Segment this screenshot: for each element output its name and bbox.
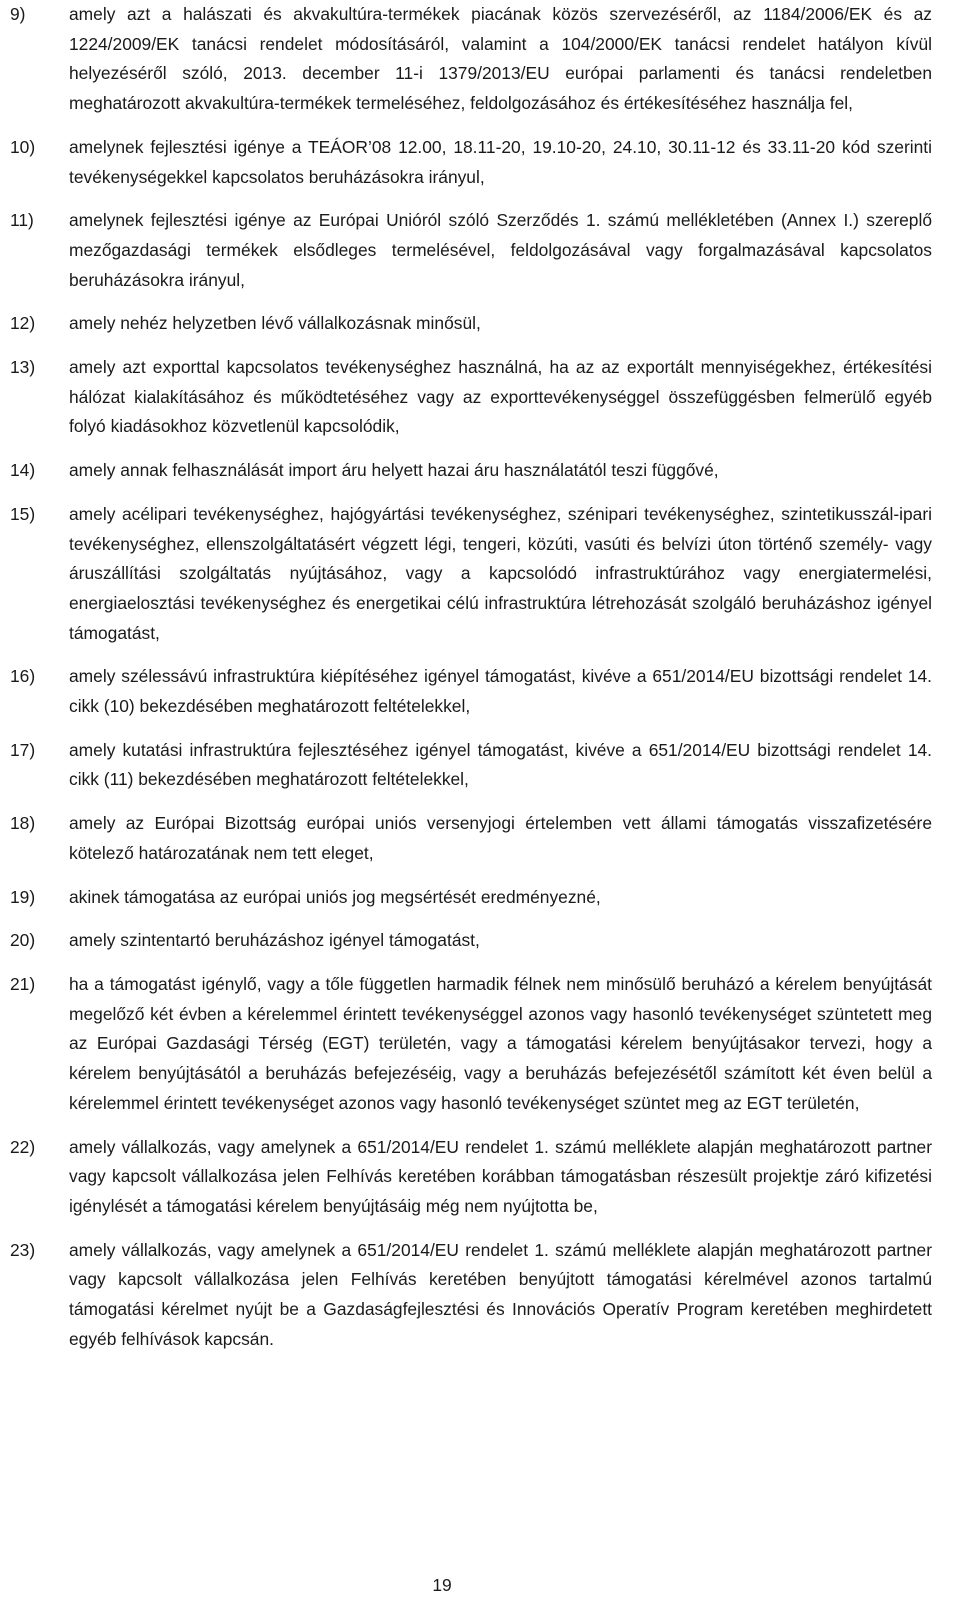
exclusion-criteria-list bbox=[10, 0, 932, 1368]
list-item bbox=[10, 456, 932, 486]
list-item-number: 14) bbox=[10, 460, 36, 481]
list-item-text: amely nehéz helyzetben lévő vállalkozásnak minősül, bbox=[69, 313, 481, 334]
list-item-number: 21) bbox=[10, 973, 36, 994]
list-item bbox=[10, 809, 932, 868]
list-item bbox=[10, 133, 932, 192]
list-item bbox=[10, 0, 932, 119]
list-item-number: 23) bbox=[10, 1239, 36, 1260]
list-item-text: amelynek fejlesztési igénye a TEÁOR’08 12.00, 18.11-20, 19.10-20, 24.10, 30.11-12 és 33.11-20 kód szerinti tevékenységekkel kapcsolatos beruházásokra irányul, bbox=[69, 136, 932, 187]
list-item bbox=[10, 883, 932, 913]
list-item-number: 12) bbox=[10, 313, 36, 334]
list-item-text: amely vállalkozás, vagy amelynek a 651/2014/EU rendelet 1. számú melléklete alapján meghatározott partner vagy kapcsolt vállalkozása jelen Felhívás keretében korábban támogatásban részesült projektje záró kifizetési igénylését a támogatási kérelem benyújtásáig még nem nyújtotta be, bbox=[69, 1136, 932, 1216]
list-item-text: amely az Európai Bizottság európai uniós versenyjogi értelemben vett állami támogatás visszafizetésére kötelező határozatának nem tett eleget, bbox=[69, 813, 932, 863]
list-item-number: 16) bbox=[10, 666, 36, 687]
page-number: 19 bbox=[432, 1575, 452, 1595]
list-item-number: 18) bbox=[10, 813, 36, 834]
list-item-number: 9) bbox=[10, 4, 26, 24]
list-item bbox=[10, 206, 932, 295]
list-item bbox=[10, 926, 932, 956]
list-item-number: 13) bbox=[10, 357, 36, 378]
list-item-number: 22) bbox=[10, 1136, 36, 1157]
list-item-number: 20) bbox=[10, 930, 36, 951]
list-item-text: amely szintentartó beruházáshoz igényel támogatást, bbox=[69, 930, 480, 951]
list-item-number: 15) bbox=[10, 503, 36, 524]
list-item-text: amely vállalkozás, vagy amelynek a 651/2014/EU rendelet 1. számú melléklete alapján meghatározott partner vagy kapcsolt vállalkozása jelen Felhívás keretében benyújtott támogatási kérelmével azonos tartalmú támogatási kérelmet nyújt be a Gazdaságfejlesztési és Innovációs Operatív Program keretében meghirdetett egyéb felhívások kapcsán. bbox=[69, 1239, 932, 1349]
list-item-text: amelynek fejlesztési igénye az Európai Unióról szóló Szerződés 1. számú mellékletében (Annex I.) szereplő mezőgazdasági termékek elsődleges termelésével, feldolgozásával vagy forgalmazásával kapcsolatos beruházásokra irányul, bbox=[69, 210, 932, 290]
list-item bbox=[10, 736, 932, 795]
list-item bbox=[10, 309, 932, 339]
list-item-text: ha a támogatást igénylő, vagy a tőle független harmadik félnek nem minősülő beruházó a kérelem benyújtását megelőző két évben a kérelemmel érintett tevékenységgel azonos vagy hasonló tevékenységet szüntetett meg az Európai Gazdasági Térség (EGT) területén, vagy a támogatási kérelem benyújtásakor tervezi, hogy a kérelem benyújtásától a beruházás befejezéséig, vagy a beruházás befejezésétől számított két éven belül a kérelemmel érintett tevékenységet azonos vagy hasonló tevékenységet szüntet meg az EGT területén, bbox=[69, 973, 932, 1113]
list-item-number: 17) bbox=[10, 739, 36, 760]
list-item-number: 11) bbox=[10, 210, 34, 231]
list-item-text: amely kutatási infrastruktúra fejlesztéséhez igényel támogatást, kivéve a 651/2014/EU bizottsági rendelet 14. cikk (11) bekezdésében meghatározott feltételekkel, bbox=[69, 739, 932, 790]
list-item-text: amely acélipari tevékenységhez, hajógyártási tevékenységhez, szénipari tevékenységhez, szintetikusszál-ipari tevékenységhez, ellenszolgáltatásért végzett légi, tengeri, közúti, vasúti és belvízi úton történő személy- vagy áruszállítási szolgáltatás nyújtásához, vagy a kapcsolódó infrastruktúrához vagy energiatermelési, energiaelosztási tevékenységhez és energetikai célú infrastruktúra létrehozását szolgáló beruházáshoz igényel támogatást, bbox=[69, 503, 932, 643]
list-item bbox=[10, 1236, 932, 1355]
list-item-text: amely annak felhasználását import áru helyett hazai áru használatától teszi függővé, bbox=[69, 460, 719, 481]
list-item bbox=[10, 970, 932, 1119]
list-item-text: amely azt exporttal kapcsolatos tevékenységhez használná, ha az az exportált mennyiségekhez, értékesítési hálózat kialakításához és működtetéséhez vagy az exporttevékenységgel összefüggésben felmerülő egyéb folyó kiadásokhoz közvetlenül kapcsolódik, bbox=[69, 357, 932, 437]
list-item bbox=[10, 353, 932, 442]
list-item-text: akinek támogatása az európai uniós jog megsértését eredményezné, bbox=[69, 886, 601, 907]
list-item bbox=[10, 662, 932, 721]
list-item-text: amely azt a halászati és akvakultúra-termékek piacának közös szervezéséről, az 1184/2006/EK és az 1224/2009/EK tanácsi rendelet módosításáról, valamint a 104/2000/EK tanácsi rendelet hatályon kívül helyezéséről szóló, 2013. december 11-i 1379/2013/EU európai parlamenti és tanácsi rendeletben meghatározott akvakultúra-termékek termeléséhez, feldolgozásához és értékesítéséhez használja fel, bbox=[69, 4, 932, 114]
list-item-number: 19) bbox=[10, 886, 36, 907]
list-item-number: 10) bbox=[10, 136, 36, 157]
list-item-text: amely szélessávú infrastruktúra kiépítéséhez igényel támogatást, kivéve a 651/2014/EU bizottsági rendelet 14. cikk (10) bekezdésében meghatározott feltételekkel, bbox=[69, 666, 932, 717]
list-item bbox=[10, 1133, 932, 1222]
list-item bbox=[10, 500, 932, 649]
